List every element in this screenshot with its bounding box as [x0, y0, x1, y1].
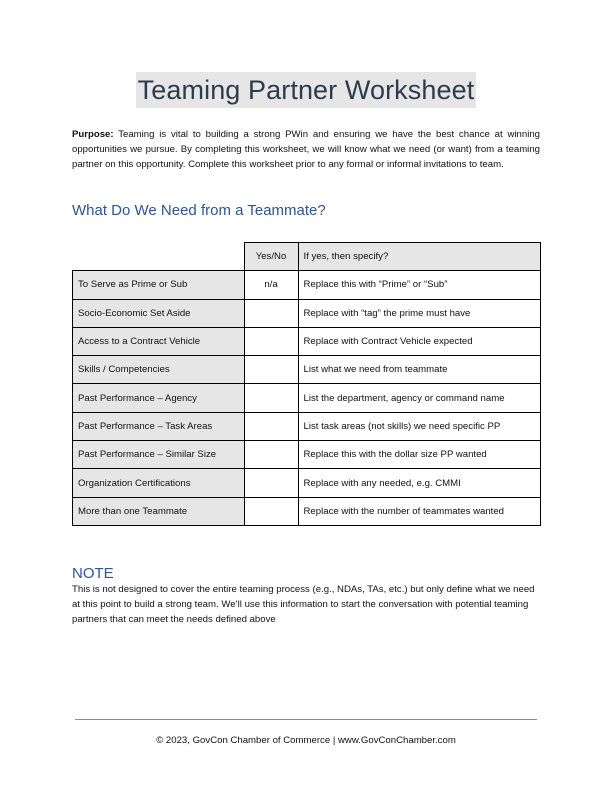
table-row — [73, 271, 541, 299]
purpose-text: Teaming is vital to building a strong PWin and ensuring we have the best chance at winning opportunities we pursue. By completing this worksheet, we will know what we need (or want) from a teaming partner on this opportunity. Complete this worksheet prior to any formal or informal invitations to team. — [72, 129, 540, 170]
section-heading: What Do We Need from a Teammate? — [72, 202, 326, 219]
row-specify-cell[interactable]: Replace with the number of teammates wanted — [298, 497, 541, 525]
row-specify-cell[interactable]: Replace with “tag” the prime must have — [298, 299, 541, 327]
table-header-row — [73, 243, 541, 271]
row-yes-no-cell[interactable] — [244, 441, 298, 469]
row-item-cell: Past Performance – Task Areas — [73, 412, 245, 440]
row-specify-cell[interactable]: Replace with any needed, e.g. CMMI — [298, 469, 541, 497]
row-item-cell: Past Performance – Agency — [73, 384, 245, 412]
table-row — [73, 356, 541, 384]
row-yes-no-cell[interactable] — [244, 327, 298, 355]
row-yes-no-cell[interactable] — [244, 412, 298, 440]
purpose-label: Purpose: — [72, 129, 114, 140]
row-yes-no-cell[interactable] — [244, 299, 298, 327]
header-cell-yes-no: Yes/No — [244, 243, 298, 271]
table-row — [73, 327, 541, 355]
footer-text: © 2023, GovCon Chamber of Commerce | www.GovConChamber.com — [156, 735, 456, 746]
header-cell-blank — [73, 243, 245, 271]
page-title: Teaming Partner Worksheet — [136, 72, 477, 108]
footer-divider — [75, 719, 537, 720]
row-item-cell: Organization Certifications — [73, 469, 245, 497]
row-specify-cell[interactable]: List task areas (not skills) we need specific PP — [298, 412, 541, 440]
table-row — [73, 469, 541, 497]
row-item-cell: Past Performance – Similar Size — [73, 441, 245, 469]
row-item-cell: To Serve as Prime or Sub — [73, 271, 245, 299]
row-yes-no-cell[interactable] — [244, 469, 298, 497]
table-row — [73, 412, 541, 440]
table-row — [73, 384, 541, 412]
row-item-cell: Access to a Contract Vehicle — [73, 327, 245, 355]
note-text: This is not designed to cover the entire teaming process (e.g., NDAs, TAs, etc.) but only define what we need at this point to build a strong team. We’ll use this information to start the conversation with potential teaming partners that can meet the needs defined above — [72, 584, 535, 625]
table-row — [73, 497, 541, 525]
table-row — [73, 299, 541, 327]
table-row — [73, 441, 541, 469]
row-item-cell: Skills / Competencies — [73, 356, 245, 384]
header-cell-specify: If yes, then specify? — [298, 243, 541, 271]
row-item-cell: Socio-Economic Set Aside — [73, 299, 245, 327]
row-yes-no-cell[interactable] — [244, 384, 298, 412]
row-specify-cell[interactable]: List what we need from teammate — [298, 356, 541, 384]
row-item-cell: More than one Teammate — [73, 497, 245, 525]
row-yes-no-cell[interactable] — [244, 356, 298, 384]
row-specify-cell[interactable]: List the department, agency or command name — [298, 384, 541, 412]
purpose-paragraph — [72, 128, 540, 172]
row-specify-cell[interactable]: Replace this with the dollar size PP wanted — [298, 441, 541, 469]
note-heading: NOTE — [72, 565, 114, 582]
row-yes-no-cell[interactable]: n/a — [244, 271, 298, 299]
row-specify-cell[interactable]: Replace this with “Prime” or “Sub” — [298, 271, 541, 299]
row-specify-cell[interactable]: Replace with Contract Vehicle expected — [298, 327, 541, 355]
row-yes-no-cell[interactable] — [244, 497, 298, 525]
teammate-needs-table — [72, 242, 541, 526]
title-wrapper — [0, 72, 612, 108]
